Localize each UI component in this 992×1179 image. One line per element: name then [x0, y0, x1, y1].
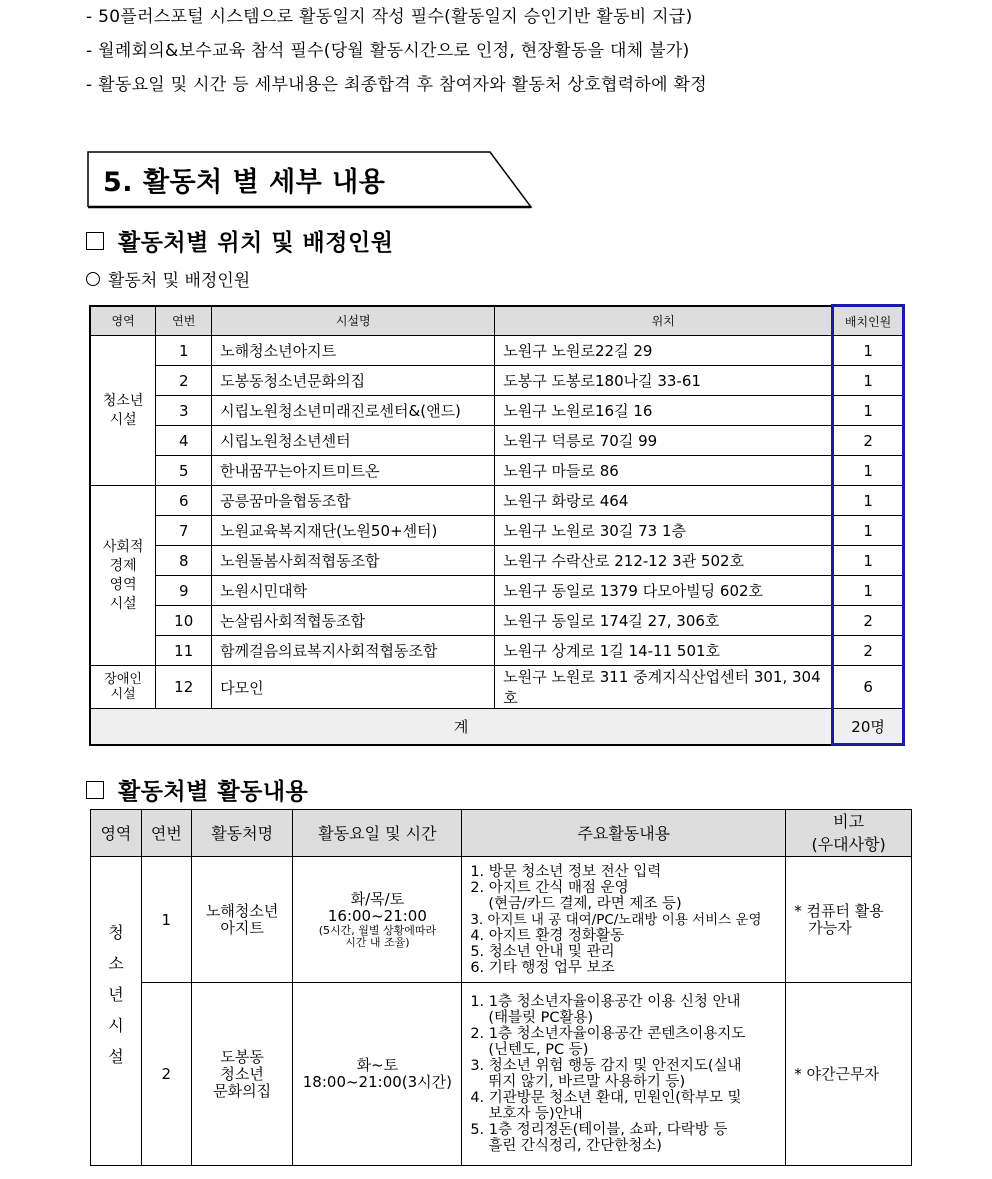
activity-item: (현금/카드 결제, 라면 제조 등) — [488, 895, 682, 912]
header-location: 위치 — [495, 306, 833, 336]
activity-item: 뛰지 않기, 바르말 사용하기 등) — [488, 1074, 686, 1090]
subsection-title: 활동처별 위치 및 배정인원 — [118, 230, 394, 256]
facility-name: 공릉꿈마을협동조합 — [212, 486, 495, 516]
area-char: 청 — [108, 923, 124, 942]
header-note-line: 비고 — [833, 812, 865, 831]
section-title: 5. 활동처 별 세부 내용 — [103, 167, 386, 198]
area-label: 사회적 — [102, 538, 144, 555]
staff-count: 1 — [833, 366, 904, 396]
activity-item: 5. 청소년 안내 및 관리 — [470, 943, 615, 960]
table-row — [90, 336, 904, 366]
table-row — [90, 576, 904, 606]
activity-item: 2. 1층 청소년자율이용공간 콘텐츠이용지도 — [470, 1026, 746, 1042]
staff-count: 2 — [833, 426, 904, 456]
staff-count: 1 — [833, 486, 904, 516]
subsection-title: 활동처별 활동내용 — [118, 779, 309, 805]
facility-location: 도봉구 도봉로180나길 33-61 — [495, 366, 833, 396]
row-no: 3 — [156, 396, 212, 426]
activity-schedule — [293, 983, 462, 1166]
activity-item: 5. 1층 정리정돈(테이블, 쇼파, 다락방 등 — [470, 1122, 728, 1138]
name-line: 노해청소년 — [205, 901, 279, 920]
row-no: 4 — [156, 426, 212, 456]
activity-list — [462, 857, 786, 983]
subsection-heading-activities — [86, 773, 308, 806]
table-header-row — [91, 810, 912, 857]
activity-content-table — [90, 809, 912, 1166]
schedule-line: 18:00~21:00(3시간) — [302, 1073, 453, 1091]
facility-location: 노원구 노원로22길 29 — [495, 336, 833, 366]
preference-note — [786, 983, 912, 1166]
facility-name: 노원돌봄사회적협동조합 — [212, 546, 495, 576]
bullet-line: - 월례회의&보수교육 참석 필수(당월 활동시간으로 인정, 현장활동을 대체 불가) — [86, 41, 690, 61]
bullet-line: - 활동요일 및 시간 등 세부내용은 최종합격 후 참여자와 활동처 상호협력하에 확정 — [86, 75, 708, 95]
row-no: 2 — [156, 366, 212, 396]
facility-location-table — [89, 304, 905, 746]
staff-count: 1 — [833, 336, 904, 366]
activity-item: (태블릿 PC활용) — [488, 1010, 594, 1026]
area-label: 영역 — [109, 576, 137, 593]
table-row — [91, 857, 912, 983]
facility-name: 다모인 — [212, 666, 495, 709]
facility-location: 노원구 수락산로 212-12 3관 502호 — [495, 546, 833, 576]
area-cell-youth — [91, 857, 142, 1166]
schedule-line: 16:00~21:00 — [327, 906, 427, 925]
name-line: 도봉동 — [220, 1047, 264, 1066]
row-no: 7 — [156, 516, 212, 546]
schedule-note: (5시간, 월별 상황에따라 — [318, 923, 437, 937]
table-row — [90, 606, 904, 636]
header-no: 연번 — [156, 306, 212, 336]
facility-location: 노원구 동일로 1379 다모아빌딩 602호 — [495, 576, 833, 606]
header-no: 연번 — [141, 810, 191, 857]
bullet-line: - 50플러스포털 시스템으로 활동일지 작성 필수(활동일지 승인기반 활동비 지급) — [86, 7, 693, 27]
facility-name: 시립노원청소년센터 — [212, 426, 495, 456]
staff-count: 6 — [833, 666, 904, 709]
table-row — [90, 666, 904, 709]
staff-count: 1 — [833, 396, 904, 426]
facility-name: 도봉동청소년문화의집 — [212, 366, 495, 396]
staff-count: 1 — [833, 456, 904, 486]
subsection-heading-location — [86, 224, 393, 257]
activity-place-name — [191, 983, 293, 1166]
requirement-bullets — [86, 4, 707, 106]
row-no: 12 — [156, 666, 212, 709]
activity-item: 4. 기관방문 청소년 환대, 민원인(학부모 및 — [470, 1090, 742, 1106]
preference-note — [786, 857, 912, 983]
facility-location: 노원구 마들로 86 — [495, 456, 833, 486]
activity-item: 2. 아지트 간식 매점 운영 — [470, 879, 629, 896]
header-area: 영역 — [90, 306, 156, 336]
row-no: 1 — [141, 857, 191, 983]
activity-item: 3. 청소년 위험 행동 감지 및 안전지도(실내 — [470, 1058, 742, 1074]
header-name: 활동처명 — [191, 810, 293, 857]
total-label: 계 — [90, 709, 833, 745]
row-no: 11 — [156, 636, 212, 666]
activity-item: (닌텐도, PC 등) — [488, 1042, 589, 1058]
area-label: 청소년 — [102, 392, 144, 409]
note-line: * 야간근무자 — [794, 1064, 879, 1083]
facility-name: 논살림사회적협동조합 — [212, 606, 495, 636]
area-cell-youth — [90, 336, 156, 486]
section-header — [87, 151, 527, 208]
row-no: 2 — [141, 983, 191, 1166]
row-no: 9 — [156, 576, 212, 606]
area-label: 장애인 — [104, 672, 142, 687]
facility-name: 노원교육복지재단(노원50+센터) — [212, 516, 495, 546]
row-no: 8 — [156, 546, 212, 576]
area-char: 소 — [108, 954, 124, 973]
header-activities: 주요활동내용 — [462, 810, 786, 857]
row-no: 6 — [156, 486, 212, 516]
row-no: 1 — [156, 336, 212, 366]
checkbox-square-icon — [86, 781, 104, 799]
staff-count: 1 — [833, 546, 904, 576]
activity-schedule — [293, 857, 462, 983]
activity-item: 4. 아지트 환경 정화활동 — [470, 927, 625, 944]
facility-location: 노원구 상계로 1길 14-11 501호 — [495, 636, 833, 666]
schedule-line: 화~토 — [356, 1056, 399, 1074]
header-note-line: (우대사항) — [811, 835, 886, 854]
facility-name: 노해청소년아지트 — [212, 336, 495, 366]
staff-count: 2 — [833, 636, 904, 666]
name-line: 청소년 — [220, 1064, 264, 1083]
facility-location: 노원구 노원로 311 중계지식산업센터 301, 304호 — [495, 666, 833, 709]
header-note — [786, 810, 912, 857]
table-row — [90, 396, 904, 426]
facility-location: 노원구 화랑로 464 — [495, 486, 833, 516]
facility-location: 노원구 동일로 174길 27, 306호 — [495, 606, 833, 636]
activity-item: 6. 기타 행정 업무 보조 — [470, 959, 615, 976]
name-line: 문화의집 — [213, 1081, 272, 1100]
area-label: 시설 — [109, 595, 137, 612]
area-label: 시설 — [110, 687, 136, 702]
checkbox-square-icon — [86, 232, 104, 250]
table-row — [90, 546, 904, 576]
table-row — [90, 486, 904, 516]
staff-count: 1 — [833, 576, 904, 606]
facility-name: 시립노원청소년미래진로센터&(앤드) — [212, 396, 495, 426]
activity-item: 보호자 등)안내 — [488, 1106, 583, 1122]
activity-list — [462, 983, 786, 1166]
facility-name: 한내꿈꾸는아지트미트온 — [212, 456, 495, 486]
table-row — [90, 426, 904, 456]
facility-name: 함께걸음의료복지사회적협동조합 — [212, 636, 495, 666]
schedule-line: 화/목/토 — [350, 889, 405, 908]
activity-item: 흘린 간식정리, 간단한청소) — [488, 1138, 662, 1154]
table-row — [90, 636, 904, 666]
activity-item: 1. 방문 청소년 정보 전산 입력 — [470, 863, 662, 880]
table-row — [90, 456, 904, 486]
table-row — [91, 983, 912, 1166]
sub-heading-text: 활동처 및 배정인원 — [108, 271, 251, 291]
staff-count: 2 — [833, 606, 904, 636]
area-cell-social-economy — [90, 486, 156, 666]
area-label: 경제 — [109, 557, 137, 574]
facility-name: 노원시민대학 — [212, 576, 495, 606]
table-header-row — [90, 306, 904, 336]
row-no: 5 — [156, 456, 212, 486]
circle-bullet-icon — [86, 272, 100, 286]
activity-item: 1. 1층 청소년자율이용공간 이용 신청 안내 — [470, 994, 741, 1010]
note-line: 가능자 — [808, 918, 852, 937]
header-schedule: 활동요일 및 시간 — [293, 810, 462, 857]
total-row — [90, 709, 904, 745]
facility-location: 노원구 노원로 30길 73 1층 — [495, 516, 833, 546]
name-line: 아지트 — [220, 918, 264, 937]
activity-item: 3. 아지트 내 공 대여/PC/노래방 이용 서비스 운영 — [470, 911, 762, 928]
header-area: 영역 — [91, 810, 142, 857]
header-count: 배치인원 — [833, 306, 904, 336]
area-char: 년 — [108, 985, 124, 1004]
facility-location: 노원구 덕릉로 70길 99 — [495, 426, 833, 456]
total-value: 20명 — [833, 709, 904, 745]
area-label: 시설 — [109, 411, 137, 428]
sub-heading-staffing — [86, 266, 250, 291]
area-char: 시 — [108, 1016, 124, 1035]
table-row — [90, 516, 904, 546]
facility-location: 노원구 노원로16길 16 — [495, 396, 833, 426]
note-line: * 컴퓨터 활용 — [794, 901, 884, 920]
table-row — [90, 366, 904, 396]
header-facility: 시설명 — [212, 306, 495, 336]
area-char: 설 — [108, 1047, 124, 1066]
area-cell-disability — [90, 666, 156, 709]
row-no: 10 — [156, 606, 212, 636]
activity-place-name — [191, 857, 293, 983]
schedule-note: 시간 내 조율) — [345, 935, 410, 949]
staff-count: 1 — [833, 516, 904, 546]
